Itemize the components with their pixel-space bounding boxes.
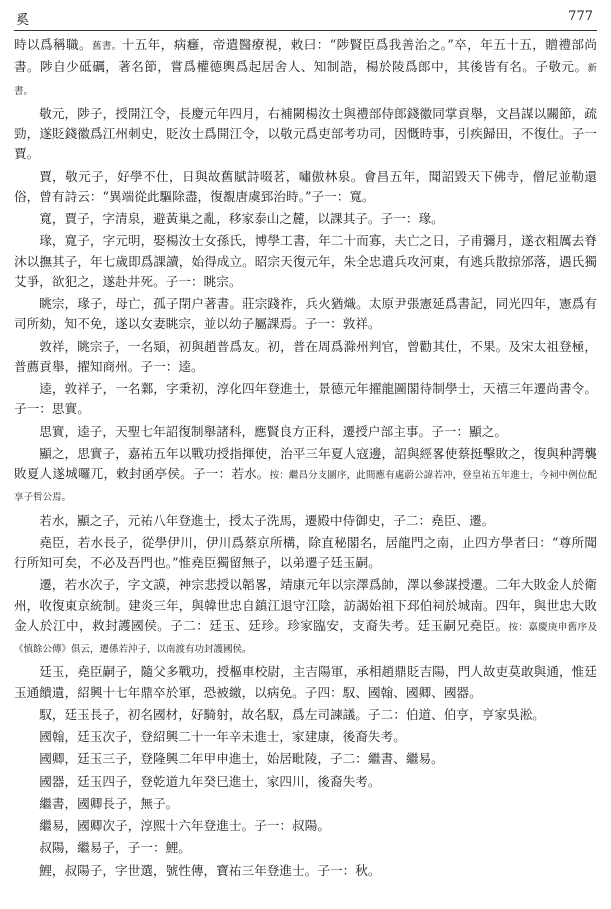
paragraph <box>14 727 597 747</box>
source-note: 新書。 <box>14 63 597 97</box>
paragraph-text: 馭，廷玉長子，初名國材，好騎射，故名馭，爲左司諫議。子二：伯道、伯亨，亨家吳淞。 <box>39 706 545 722</box>
paragraph-text: 時以爲稱職。 <box>14 37 93 52</box>
paragraph <box>14 379 597 420</box>
paragraph-text: 顯之，思實子，嘉祐五年以戰功授指揮使，治平三年夏人寇邊，詔與經畧使蔡挺擊敗之，復與种諤襲敗夏人遂城囉兀，敕封函亭侯。子一：若水。 <box>14 445 597 481</box>
paragraph-text: 瑑，寬子，字元明，娶楊汝士女孫氏，博學工書，年二十而寡，夫亡之日，子甫彌月，遂衣粗厲去脊沐以撫其子，年七歲即爲課讀，始得成立。昭宗天復元年，朱全忠遣兵攻河東，有逃兵散掠邠落，遇氏獨艾爭，欲犯之，遂赴井死。子一：眺宗。 <box>14 233 597 289</box>
paragraph <box>14 772 597 792</box>
paragraph <box>14 816 597 836</box>
paragraph <box>14 662 597 703</box>
paragraph-text: 繼易，國卿次子，淳熙十六年登進士。子一：叔陽。 <box>39 818 330 833</box>
annotation-note: 按：繼昌分支圖序，此間應有處蔚公諱若冲，登皇祐五年進士，今祠中例位配享子哲公焉。 <box>14 470 597 504</box>
page-number: 777 <box>568 9 593 24</box>
paragraph <box>14 705 597 725</box>
paragraph <box>14 575 597 660</box>
paragraph <box>14 167 597 208</box>
paragraph <box>14 231 597 292</box>
paragraph <box>14 749 597 769</box>
source-note: 舊書。 <box>92 41 122 52</box>
paragraph <box>14 294 597 335</box>
paragraph-text: 思實，逵子，天聖七年詔復制舉諸科，應賢良方正科，遷授户部主事。子一：顯之。 <box>39 423 508 439</box>
paragraph-text: 國卿，廷玉三子，登隆興二年甲申進士，始居毗陵，子二：繼書、繼易。 <box>39 751 444 767</box>
page-header <box>14 8 597 31</box>
paragraph <box>14 209 597 229</box>
running-title: 奚 <box>16 13 30 28</box>
paragraph-text: 堯臣，若水長子，從學伊川，伊川爲蔡京所構，除直秘閣名，居龍門之南，止四方學者曰：“尊所聞行所知可矣，不必及吾門也。”惟堯臣獨留無子，以弟遷子廷玉嗣。 <box>14 534 597 570</box>
paragraph-text: 叔陽，繼易子，子一：鯉。 <box>39 840 191 856</box>
paragraph <box>14 511 597 531</box>
paragraph <box>14 794 597 814</box>
paragraph-text: 遷，若水次子，字文謨，神宗悲授以韜畧，靖康元年以宗澤爲帥，澤以參謀授遷。二年大敗金人於衛州，收復東京統制。建炎三年，與韓世忠自鎮江退守江陰，訪謁始祖下邳伯祠於城南。四年，與世忠大敗金人於江中，救封護國侯。子二：廷玉、廷珍。珍家臨安，支裔失考。廷玉嗣兄堯臣。 <box>14 577 597 633</box>
paragraph-text: 寬，賈子，字清泉，避黃巢之亂，移家泰山之麓，以課其子。子一：瑑。 <box>39 211 444 226</box>
paragraph-text: 鯉，叔陽子，字世選，號性傳，寶祐三年登進士。子一：秋。 <box>39 862 381 878</box>
paragraph <box>14 861 597 881</box>
paragraph-text: 國翰，廷玉次子，登紹興二十一年辛未進士，家建康，後裔失考。 <box>39 729 406 744</box>
paragraph <box>14 104 597 165</box>
paragraph-text: 敦祥，眺宗子，一名熲，初與趙普爲友。初，普在周爲滁州判官，曾勸其仕，不果。及宋太祖登極，普薦貢舉，擢知商州。子一：逵。 <box>14 338 597 374</box>
paragraph-text: 逵，敦祥子，一名鄴，字秉初，淳化四年登進士，景德元年擢龍圖閣待制學士，天禧三年遷尚書令。子一：思實。 <box>14 381 597 417</box>
paragraph-text: 廷玉，堯臣嗣子，隨父多戰功，授樞車校尉，主吉陽軍，承相趙鼎貶吉陽，門人故吏莫敢與通，惟廷玉通饋遺，紹興十七年鼎卒於軍，恐被繳，以病免。子四：馭、國翰、國卿、國器。 <box>14 664 597 700</box>
paragraph-text: 國器，廷玉四子，登乾道九年癸巳進士，家四川，後裔失考。 <box>39 773 381 789</box>
genealogy-text <box>14 35 597 881</box>
paragraph <box>14 35 597 102</box>
paragraph <box>14 444 597 509</box>
paragraph <box>14 337 597 378</box>
paragraph-text: 繼書，國卿長子，無子。 <box>39 795 179 811</box>
paragraph <box>14 533 597 574</box>
annotation-note: 按：嘉慶庚申舊序及《慎餘公傳》俱云，遷係若沖子，以南渡有功封護國侯。 <box>14 621 597 655</box>
paragraph-text: 賈，敬元子，好學不仕，日與故舊賦詩啜茗，嘯傲林泉。會昌五年，聞詔毀天下佛寺，僧尼並勒還俗，曾有詩云：“異端從此驅除盡，復覩唐虞郅治時。”子一：寬。 <box>14 168 597 204</box>
paragraph <box>14 838 597 858</box>
paragraph-text: 敬元，陟子，授開江令，長慶元年四月，右補闕楊汝士與禮部侍郎錢徽同掌貢舉，文昌謀以關節，疏勁，遂貶錢徽爲江州刺史，貶汝士爲開江令，以敬元爲吏部考功司，因慨時事，引疾歸田，不復仕。子一賈。 <box>14 105 597 162</box>
paragraph-text: 眺宗，瑑子，母亡，孤子閉户著書。莊宗踐祚，兵火猶熾。太原尹張憲延爲書記，同光四年，憲爲有司所劾，知不免，遂以女妻眺宗，並以幼子屬課焉。子一：敦祥。 <box>14 296 597 332</box>
paragraph <box>14 422 597 442</box>
paragraph-text: 十五年，病癰，帝遣醫療視，敕曰：“陟賢臣爲我善治之。”卒，年五十五，贈禮部尚書。陟自少砥礪，著名節，嘗爲權德輿爲起居舍人、知制誥，楊於陵爲郎中，其後皆有名。子敬元。 <box>14 37 597 75</box>
paragraph-text: 若水，顯之子，元祐八年登進士，授太子洗馬，遷殿中侍御史，子二：堯臣、遷。 <box>39 512 495 528</box>
